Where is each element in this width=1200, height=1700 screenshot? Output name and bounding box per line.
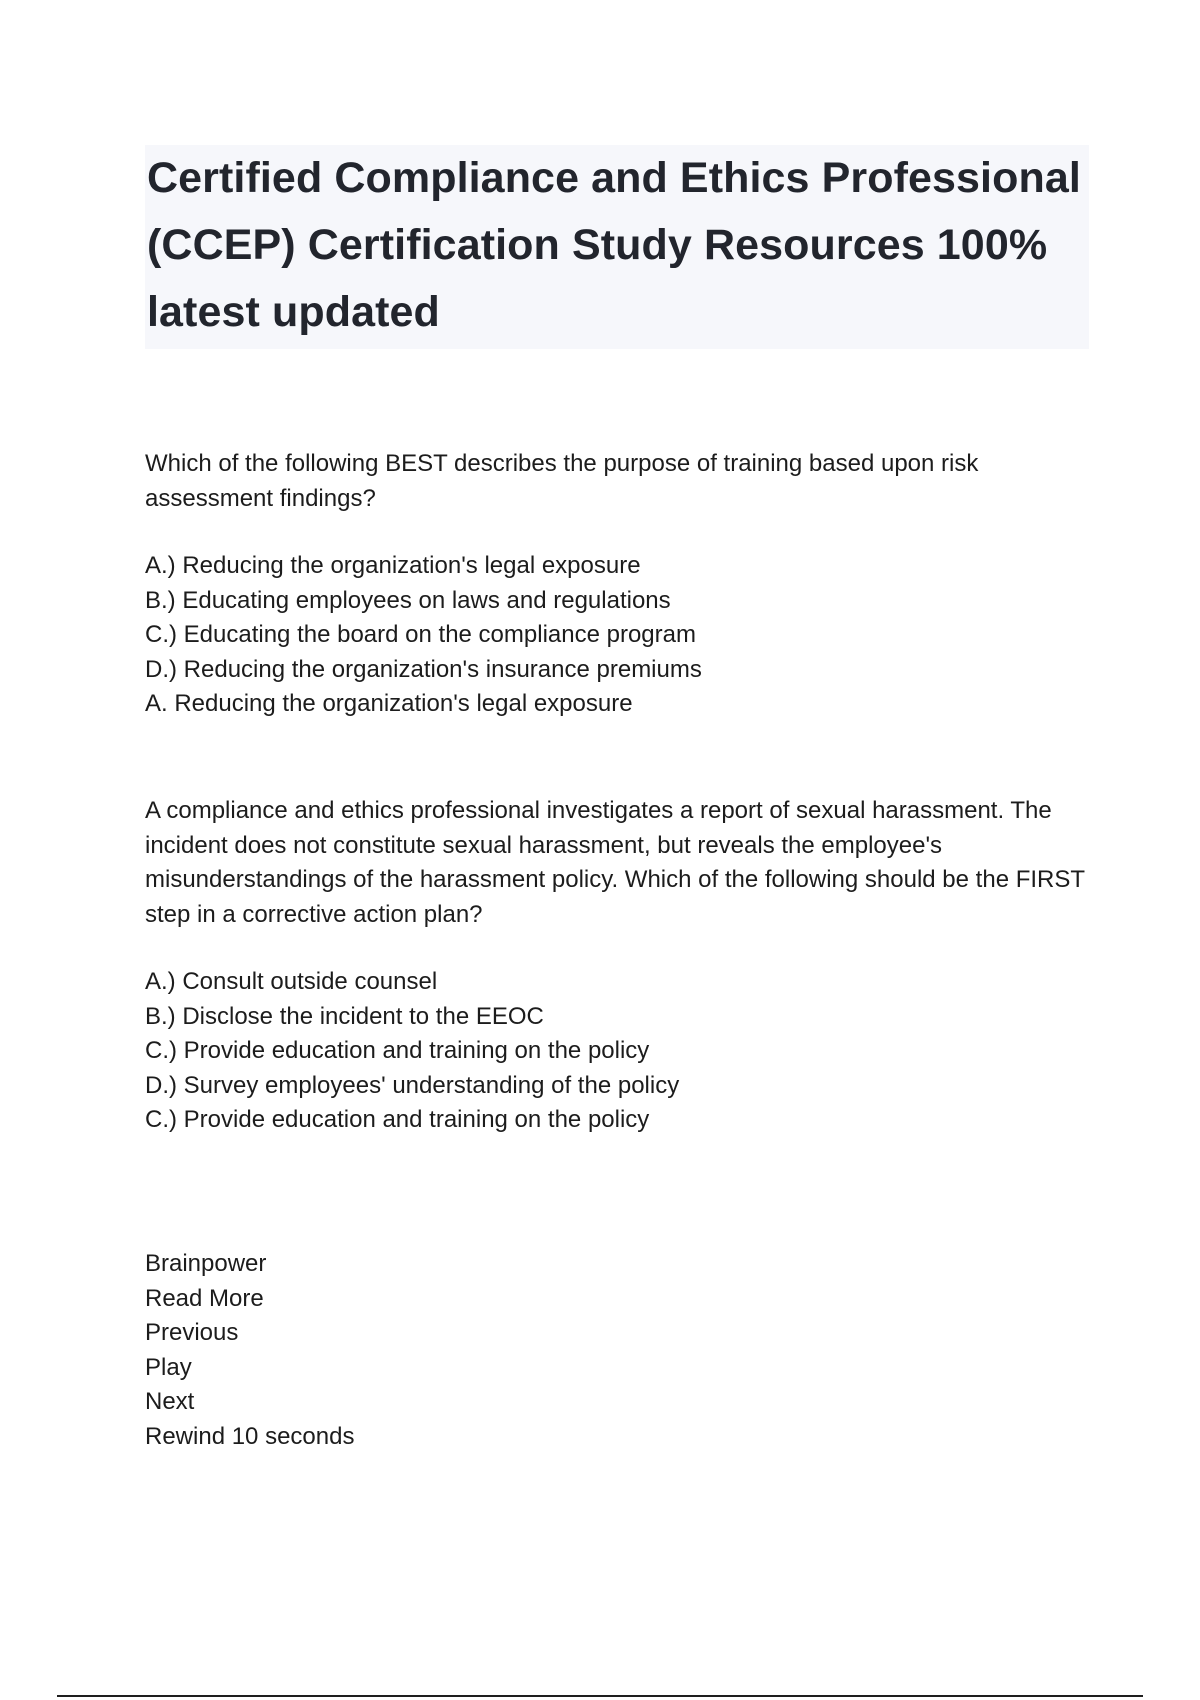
option-a: A.) Reducing the organization's legal exposure: [145, 552, 641, 579]
question-text: A compliance and ethics professional investigates a report of sexual harassment. The incident does not constitute sexual harassment, but reveals the employee's misunderstandings of the harassment policy. Which of the following should be the FIRST step in a corrective action plan?: [145, 797, 1085, 928]
correct-answer: C.) Provide education and training on the policy: [145, 1106, 650, 1133]
title-banner: [145, 145, 1089, 349]
question-text: Which of the following BEST describes the purpose of training based upon risk assessment findings?: [145, 450, 979, 512]
document-title: Certified Compliance and Ethics Professional (CCEP) Certification Study Resources 100% latest updated: [147, 154, 1081, 336]
option-b: B.) Disclose the incident to the EEOC: [145, 1002, 544, 1030]
correct-answer: A. Reducing the organization's legal exposure: [145, 690, 633, 717]
option-d: D.) Survey employees' understanding of the policy: [145, 1071, 680, 1099]
brainpower-link[interactable]: Brainpower: [145, 1250, 267, 1277]
option-c: C.) Educating the board on the compliance program: [145, 621, 696, 648]
option-c: C.) Provide education and training on the policy: [145, 1037, 650, 1064]
page-divider: [57, 1695, 1143, 1697]
option-b: B.) Educating employees on laws and regulations: [145, 586, 671, 614]
answer-options: [145, 549, 1095, 722]
option-a: A.) Consult outside counsel: [145, 968, 438, 995]
media-controls: [145, 1247, 354, 1454]
answer-options: [145, 965, 1095, 1138]
play-button[interactable]: Play: [145, 1353, 192, 1381]
option-d: D.) Reducing the organization's insurance premiums: [145, 655, 702, 683]
read-more-link[interactable]: Read More: [145, 1284, 264, 1312]
next-button[interactable]: Next: [145, 1388, 195, 1415]
rewind-button[interactable]: Rewind 10 seconds: [145, 1422, 355, 1450]
question-block: [145, 794, 1095, 1138]
previous-button[interactable]: Previous: [145, 1319, 239, 1346]
question-block: [145, 447, 1095, 722]
